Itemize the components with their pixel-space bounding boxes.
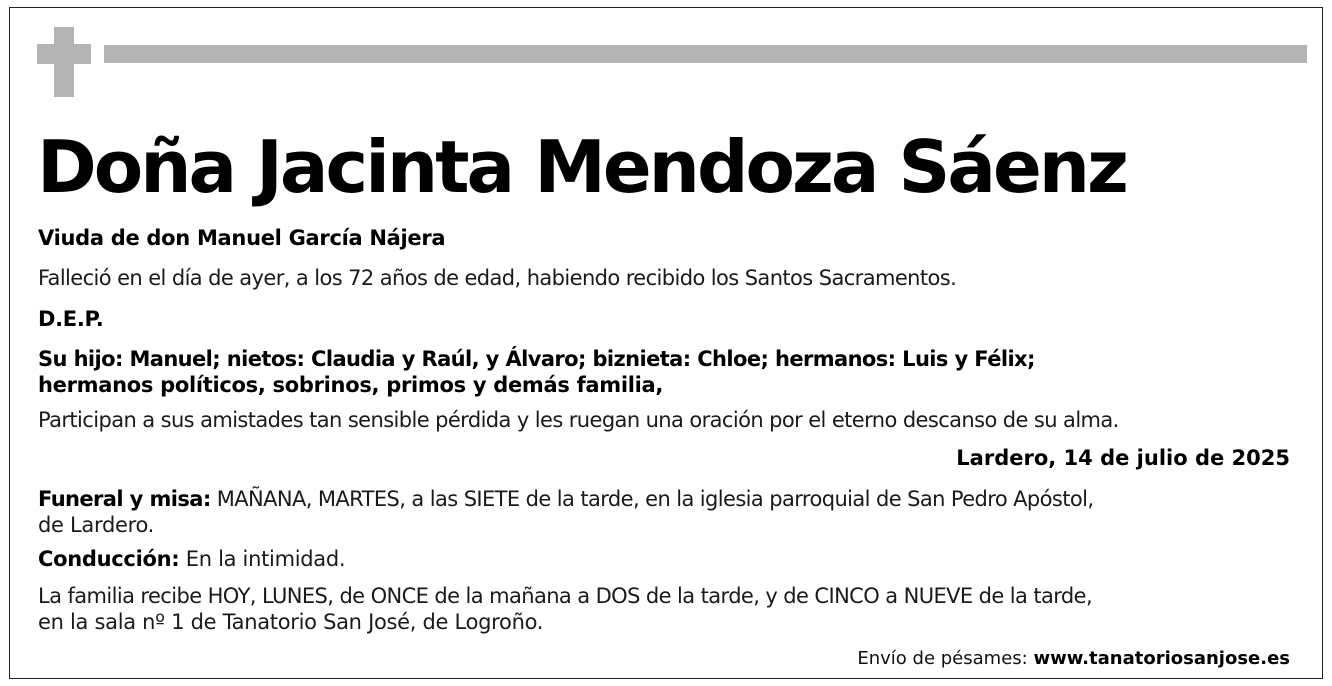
conduction-label: Conducción: [38,547,180,571]
family-line-2: hermanos políticos, sobrinos, primos y demás familia, [38,373,664,397]
funeral-label: Funeral y misa: [38,487,211,511]
funeral-line-1 [38,486,1093,513]
participation-line: Participan a sus amistades tan sensible pérdida y les ruegan una oración por el eterno descanso de su alma. [38,408,1119,432]
conduction-text: En la intimidad. [179,547,346,571]
conduction-line [38,546,345,573]
funeral-text-1: MAÑANA, MARTES, a las SIETE de la tarde, en la iglesia parroquial de San Pedro Apóstol, [210,487,1094,511]
condolence-line [857,645,1290,672]
dep-line: D.E.P. [38,307,104,331]
cross-horizontal-bar [37,44,91,64]
obituary-frame [9,7,1323,679]
condolence-label: Envío de pésames: [857,648,1034,669]
reception-line-2: en la sala nº 1 de Tanatorio San José, de Logroño. [38,610,544,634]
cross-icon [37,27,91,97]
reception-line-1: La familia recibe HOY, LUNES, de ONCE de la mañana a DOS de la tarde, y de CINCO a NUEVE de la tarde, [38,584,1093,608]
funeral-line-2: de Lardero. [38,513,155,537]
condolence-url[interactable]: www.tanatoriosanjose.es [1033,648,1290,669]
place-date: Lardero, 14 de julio de 2025 [956,446,1290,470]
deceased-name: Doña Jacinta Mendoza Sáenz [37,125,1126,209]
death-line: Falleció en el día de ayer, a los 72 años de edad, habiendo recibido los Santos Sacramentos. [38,266,957,290]
family-line-1: Su hijo: Manuel; nietos: Claudia y Raúl, y Álvaro; biznieta: Chloe; hermanos: Luis y Félix; [38,347,1035,371]
header-rule [104,45,1307,63]
widow-line: Viuda de don Manuel García Nájera [38,226,446,250]
